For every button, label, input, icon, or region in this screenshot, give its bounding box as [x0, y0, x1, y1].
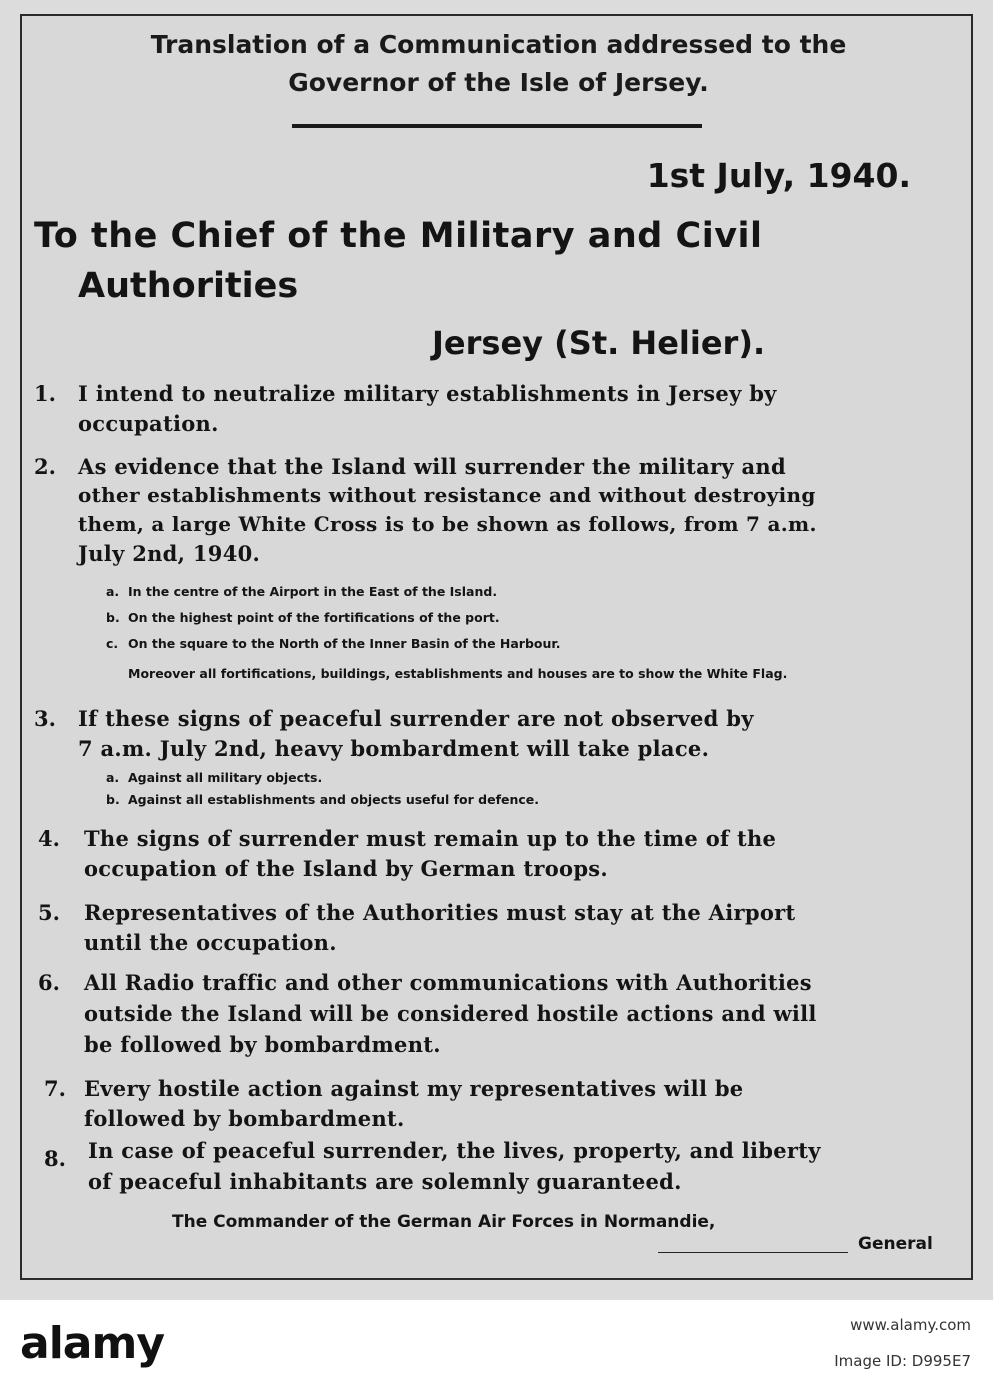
- item-2-note: Moreover all fortifications, buildings, establishments and houses are to show the White Flag.: [128, 666, 788, 681]
- item-line: If these signs of peaceful surrender are not observed by: [78, 706, 754, 731]
- item-line: As evidence that the Island will surrender the military and: [78, 454, 786, 479]
- sub-item-text: On the square to the North of the Inner Basin of the Harbour.: [128, 636, 561, 651]
- header-rule: [292, 124, 702, 128]
- item-number: 4.: [38, 826, 60, 851]
- item-number: 6.: [38, 970, 60, 995]
- item-number: 5.: [38, 900, 60, 925]
- sub-item-label: b.: [106, 610, 120, 625]
- item-number: 3.: [34, 706, 56, 731]
- image-id: Image ID: D995E7: [834, 1352, 971, 1370]
- item-number: 8.: [44, 1146, 66, 1171]
- sub-item-label: c.: [106, 636, 119, 651]
- stock-footer: [0, 1300, 993, 1390]
- item-line: The signs of surrender must remain up to the time of the: [84, 826, 777, 851]
- sub-item-text: Against all establishments and objects useful for defence.: [128, 792, 540, 807]
- document-frame: [20, 14, 973, 1280]
- addressee-line-2: Authorities: [78, 266, 299, 306]
- sub-item-text: Against all military objects.: [128, 770, 323, 785]
- item-line: outside the Island will be considered hostile actions and will: [84, 1001, 817, 1026]
- addressee-line-1: To the Chief of the Military and Civil: [34, 216, 763, 256]
- item-line: 7 a.m. July 2nd, heavy bombardment will take place.: [78, 736, 710, 761]
- item-line: July 2nd, 1940.: [78, 541, 261, 566]
- item-line: followed by bombardment.: [84, 1106, 405, 1131]
- sub-item-text: In the centre of the Airport in the East of the Island.: [128, 584, 498, 599]
- sub-item-text: On the highest point of the fortifications of the port.: [128, 610, 500, 625]
- item-number: 7.: [44, 1076, 66, 1101]
- item-line: of peaceful inhabitants are solemnly guaranteed.: [88, 1169, 682, 1194]
- item-number: 2.: [34, 454, 56, 479]
- item-line: All Radio traffic and other communications with Authorities: [84, 970, 812, 995]
- signature-line-2: General: [858, 1234, 933, 1254]
- signature-line-1: The Commander of the German Air Forces in Normandie,: [172, 1212, 716, 1232]
- item-number: 1.: [34, 381, 56, 406]
- alamy-logo: alamy: [20, 1318, 164, 1369]
- item-line: In case of peaceful surrender, the lives, property, and liberty: [88, 1138, 821, 1163]
- sub-item-label: b.: [106, 792, 120, 807]
- item-line: occupation of the Island by German troops.: [84, 856, 609, 881]
- item-line: until the occupation.: [84, 930, 337, 955]
- item-line: them, a large White Cross is to be shown as follows, from 7 a.m.: [78, 512, 817, 536]
- document-date: 1st July, 1940.: [646, 156, 911, 195]
- item-line: Representatives of the Authorities must stay at the Airport: [84, 900, 796, 925]
- stock-url: www.alamy.com: [850, 1316, 971, 1334]
- sub-item-label: a.: [106, 584, 120, 599]
- item-line: other establishments without resistance and without destroying: [78, 483, 816, 507]
- header-line-1: Translation of a Communication addressed to the: [150, 30, 847, 59]
- item-line: occupation.: [78, 411, 219, 436]
- sub-item-label: a.: [106, 770, 120, 785]
- addressee-place: Jersey (St. Helier).: [432, 324, 766, 362]
- item-line: I intend to neutralize military establishments in Jersey by: [78, 381, 777, 406]
- signature-rule: [658, 1252, 848, 1253]
- item-line: be followed by bombardment.: [84, 1032, 441, 1057]
- header-line-2: Governor of the Isle of Jersey.: [288, 68, 709, 97]
- item-line: Every hostile action against my representatives will be: [84, 1076, 744, 1101]
